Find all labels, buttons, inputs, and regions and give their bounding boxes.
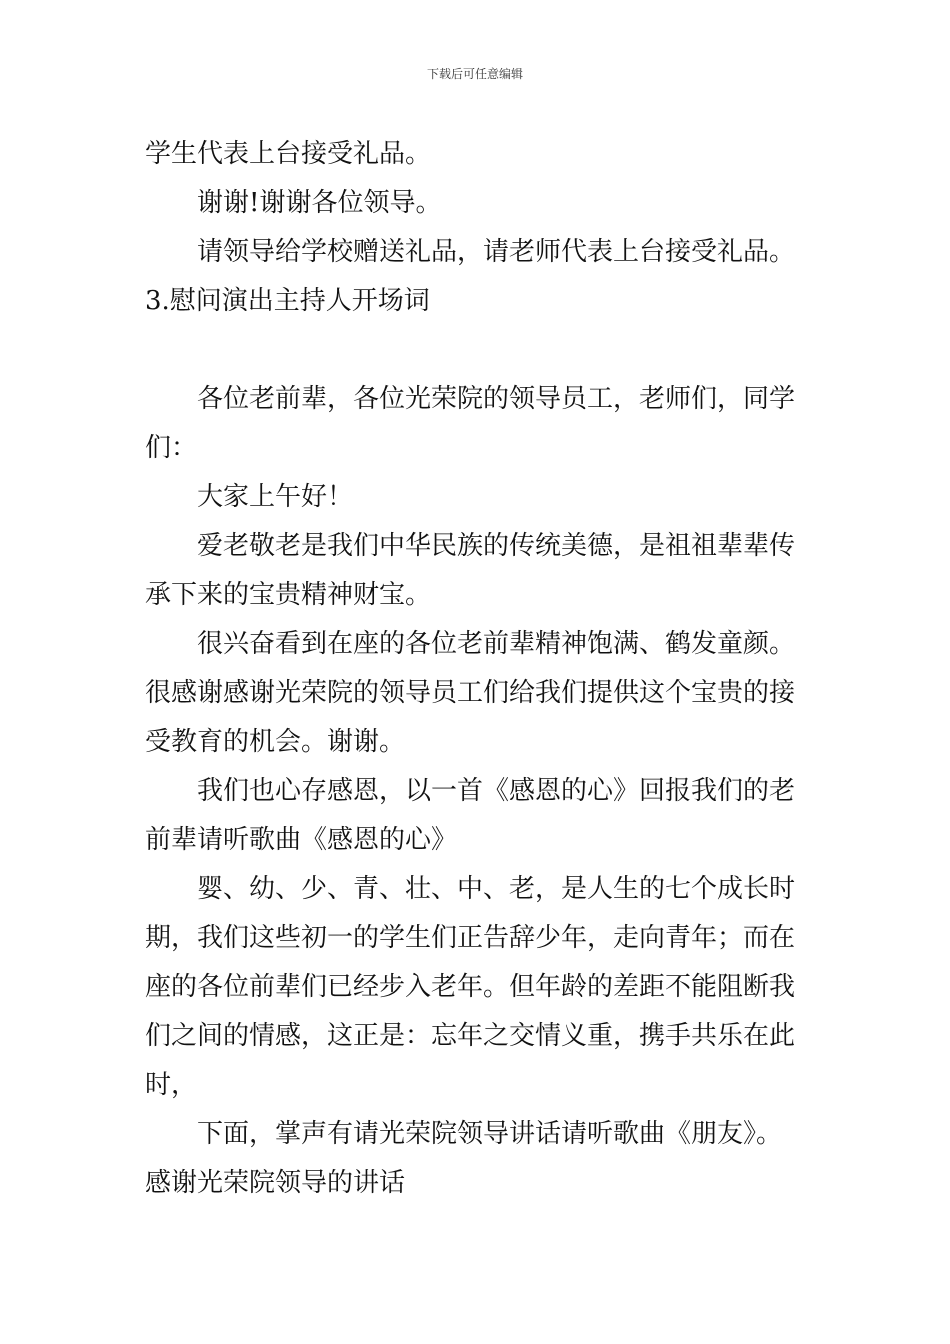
text-line: 期，我们这些初一的学生们正告辞少年，走向青年；而在 xyxy=(145,923,796,953)
text-line: 承下来的宝贵精神财宝。 xyxy=(145,580,432,610)
text-line: 请领导给学校赠送礼品，请老师代表上台接受礼品。 xyxy=(197,237,796,267)
text-line: 各位老前辈，各位光荣院的领导员工，老师们，同学 xyxy=(197,384,796,414)
document-body xyxy=(145,130,810,1208)
text-line: 谢谢!谢谢各位领导。 xyxy=(197,188,442,218)
text-line: 很感谢感谢光荣院的领导员工们给我们提供这个宝贵的接 xyxy=(145,678,796,708)
text-line: 很兴奋看到在座的各位老前辈精神饱满、鹤发童颜。 xyxy=(197,629,796,659)
text-line: 受教育的机会。谢谢。 xyxy=(145,727,406,757)
text-line: 大家上午好！ xyxy=(197,482,354,512)
text-line: 座的各位前辈们已经步入老年。但年龄的差距不能阻断我 xyxy=(145,972,796,1002)
text-line: 们： xyxy=(145,433,198,463)
section-heading: 3.慰问演出主持人开场词 xyxy=(145,286,430,316)
text-line: 时， xyxy=(145,1070,198,1100)
page-header-note: 下载后可任意编辑 xyxy=(426,67,523,81)
text-line: 感谢光荣院领导的讲话 xyxy=(145,1168,406,1198)
text-line: 前辈请听歌曲《感恩的心》 xyxy=(145,825,458,855)
text-line: 我们也心存感恩，以一首《感恩的心》回报我们的老 xyxy=(197,776,796,806)
text-line: 婴、幼、少、青、壮、中、老，是人生的七个成长时 xyxy=(197,874,796,904)
blank-line xyxy=(145,326,810,375)
text-line: 学生代表上台接受礼品。 xyxy=(145,139,432,169)
text-line: 下面，掌声有请光荣院领导讲话请听歌曲《朋友》。 xyxy=(197,1119,783,1149)
text-line: 们之间的情感，这正是：忘年之交情义重，携手共乐在此 xyxy=(145,1021,796,1051)
text-line: 爱老敬老是我们中华民族的传统美德，是祖祖辈辈传 xyxy=(197,531,796,561)
